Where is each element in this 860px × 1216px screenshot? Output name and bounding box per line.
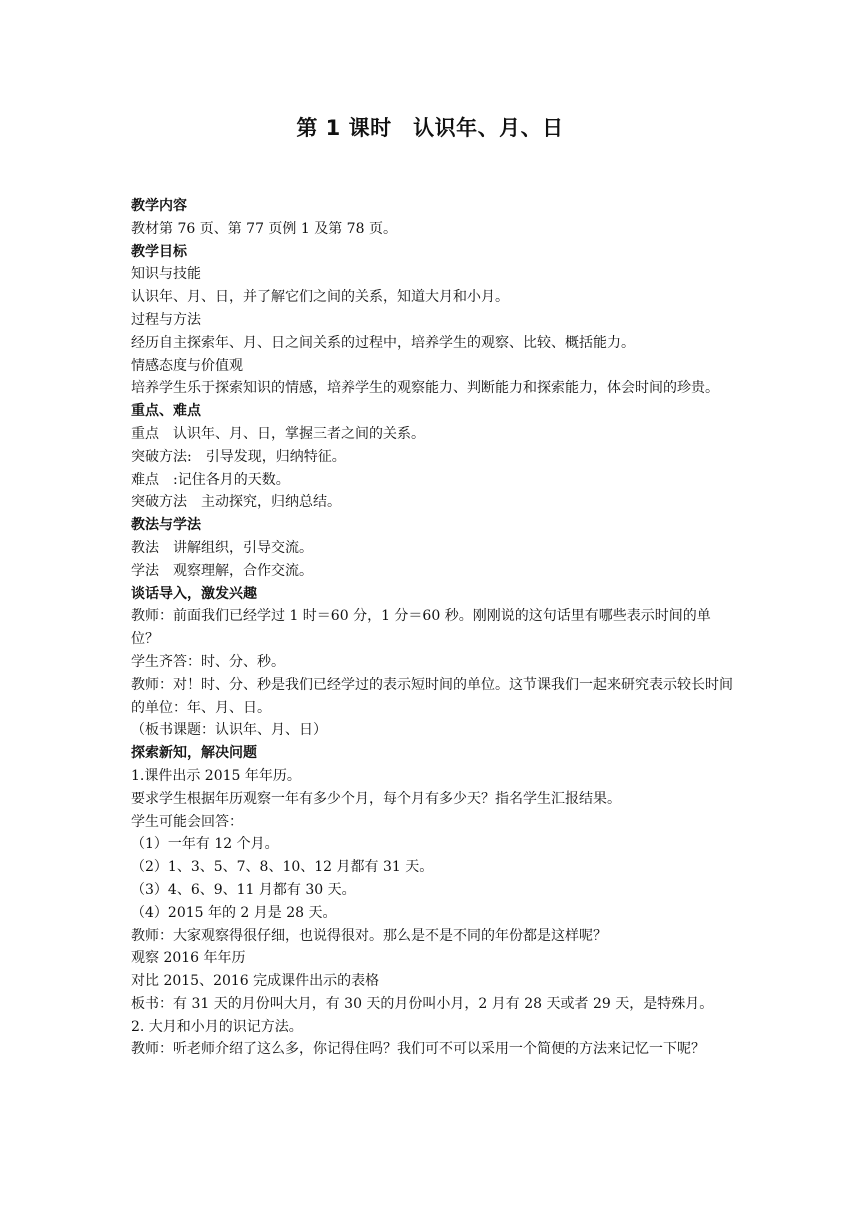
paragraph-line: 教材第 76 页、第 77 页例 1 及第 78 页。	[131, 220, 397, 237]
paragraph-line: （4）2015 年的 2 月是 28 天。	[131, 904, 337, 921]
section-heading: 教学目标	[131, 243, 187, 260]
paragraph-line: 学生可能会回答：	[131, 813, 243, 830]
paragraph-line: 学生齐答：时、分、秒。	[131, 653, 285, 670]
paragraph-line: 知识与技能	[131, 266, 201, 283]
paragraph-line: 难点 :记住各月的天数。	[131, 471, 290, 488]
paragraph-line: （1）一年有 12 个月。	[131, 836, 279, 853]
paragraph-line: 观察 2016 年年历	[131, 950, 246, 967]
paragraph-line: 突破方法: 引导发现，归纳特征。	[131, 448, 346, 465]
section-heading: 教法与学法	[131, 517, 201, 534]
paragraph-line: （3）4、6、9、11 月都有 30 天。	[131, 881, 356, 898]
paragraph-line: 2. 大月和小月的识记方法。	[131, 1018, 303, 1035]
section-heading: 探索新知，解决问题	[131, 745, 257, 762]
section-heading: 教学内容	[131, 198, 187, 214]
paragraph-line: 1.课件出示 2015 年年历。	[131, 767, 301, 784]
paragraph-line: 培养学生乐于探索知识的情感，培养学生的观察能力、判断能力和探索能力，体会时间的珍贵。	[131, 380, 719, 397]
paragraph-line: 板书：有 31 天的月份叫大月，有 30 天的月份叫小月，2 月有 28 天或者 29 天，是特殊月。	[131, 995, 714, 1012]
paragraph-line: （2）1、3、5、7、8、10、12 月都有 31 天。	[131, 859, 434, 876]
paragraph-line: 教师：对！时、分、秒是我们已经学过的表示短时间的单位。这节课我们一起来研究表示较长时间的单位：年、月、日。	[131, 676, 733, 716]
paragraph-line: 要求学生根据年历观察一年有多少个月，每个月有多少天？指名学生汇报结果。	[131, 790, 621, 807]
paragraph-line: 情感态度与价值观	[131, 357, 243, 374]
paragraph-line: 学法 观察理解，合作交流。	[131, 562, 313, 579]
page-title: 第 1 课时 认识年、月、日	[296, 116, 564, 140]
paragraph-line: 过程与方法	[131, 311, 201, 328]
paragraph-line: 经历自主探索年、月、日之间关系的过程中，培养学生的观察、比较、概括能力。	[131, 334, 635, 351]
paragraph-line: 教师：前面我们已经学过 1 时＝60 分，1 分＝60 秒。刚刚说的这句话里有哪些表示时间的单位？	[131, 608, 711, 648]
section-heading: 重点、难点	[131, 403, 201, 420]
section-heading: 谈话导入，激发兴趣	[131, 585, 257, 602]
paragraph-line: 教师：听老师介绍了这么多，你记得住吗？我们可不可以采用一个简便的方法来记忆一下呢？	[131, 1041, 705, 1058]
paragraph-line: 教师：大家观察得很仔细，也说得很对。那么是不是不同的年份都是这样呢？	[131, 927, 607, 944]
paragraph-line: 对比 2015、2016 完成课件出示的表格	[131, 973, 380, 990]
paragraph-line: 突破方法 主动探究，归纳总结。	[131, 494, 341, 511]
paragraph-line: 认识年、月、日，并了解它们之间的关系，知道大月和小月。	[131, 289, 509, 306]
paragraph-line: 重点 认识年、月、日，掌握三者之间的关系。	[131, 425, 425, 442]
paragraph-line: （板书课题：认识年、月、日）	[131, 722, 327, 739]
document-body	[131, 195, 735, 1061]
paragraph-line: 教法 讲解组织，引导交流。	[131, 539, 313, 556]
